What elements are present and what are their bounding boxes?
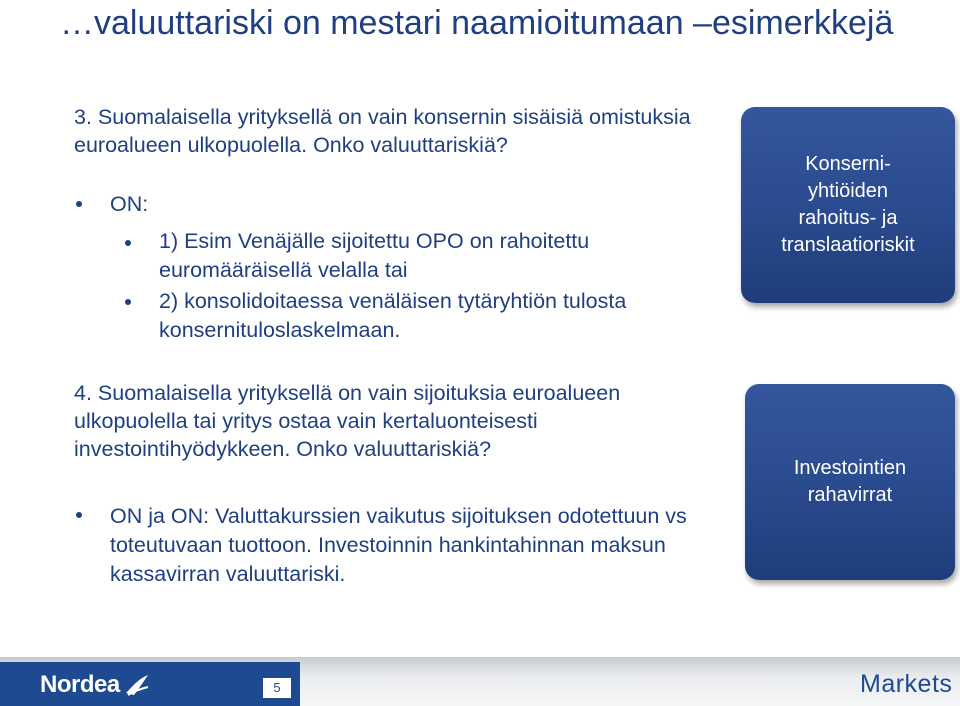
sail-icon: [124, 673, 150, 697]
section-3-text: 3. Suomalaisella yrityksellä on vain konsernin sisäisiä omistuksia euroalueen ulkopuolella. Onko valuuttariskiä?: [74, 105, 691, 157]
box-line: translaatioriskit: [781, 234, 915, 256]
nordea-logo: [40, 671, 150, 699]
section-4-text: 4. Suomalaisella yrityksellä on vain sijoituksia euroalueen ulkopuolella tai yritys ostaa vain kertaluonteisesti investointihyödykkeen. Onko valuuttariskiä?: [74, 381, 621, 461]
section-4-bullet: ON ja ON: Valuttakurssien vaikutus sijoituksen odotettuun vs toteutuvaan tuottoon. Investoinnin hankintahinnan maksun kassavirran valuuttariski.: [110, 504, 687, 586]
page-number: 5: [263, 678, 291, 698]
bullet-dot: [76, 201, 82, 207]
section-3-subbullet-2: 2) konsolidoitaessa venäläisen tytäryhtiön tulosta konsernituloslaskelmaan.: [159, 289, 627, 342]
box-line: Investointien: [793, 457, 907, 479]
bullet-dot: [125, 299, 131, 305]
box-group-risks: [741, 107, 955, 303]
logo-text: Nordea: [40, 671, 120, 698]
bullet-dot: [125, 240, 131, 246]
box-line: yhtiöiden: [807, 180, 889, 202]
box-investment-cashflows: [745, 384, 955, 580]
section-3-bullet: ON:: [110, 192, 149, 216]
box-line: Konserni-: [805, 153, 891, 175]
slide-title: …valuuttariski on mestari naamioitumaan –esimerkkejä: [60, 4, 894, 42]
box-line: rahavirrat: [807, 484, 893, 506]
box-line: rahoitus- ja: [798, 207, 898, 229]
section-3-subbullet-1: 1) Esim Venäjälle sijoitettu OPO on rahoitettu euromääräisellä velalla tai: [159, 229, 590, 282]
bullet-dot: [76, 512, 82, 518]
markets-brand: Markets: [860, 670, 953, 698]
